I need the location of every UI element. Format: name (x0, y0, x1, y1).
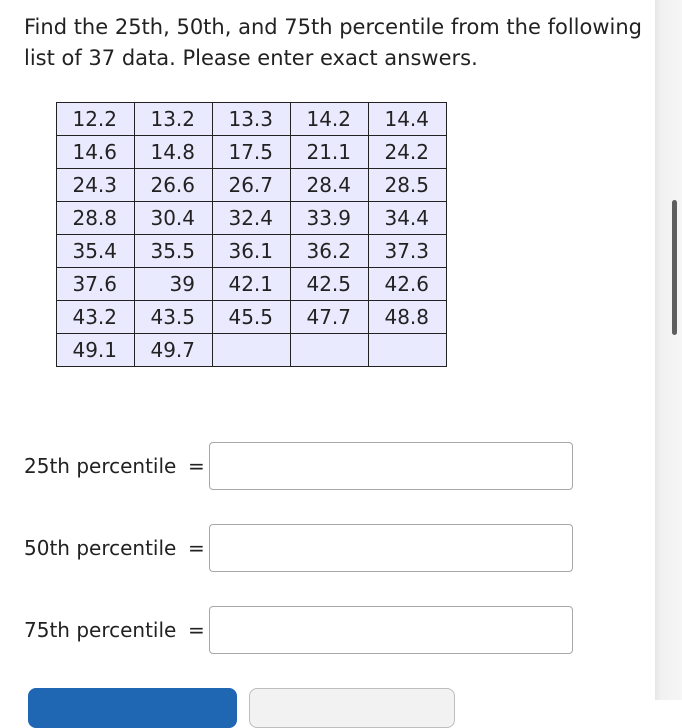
table-cell: 37.6 (57, 268, 135, 301)
secondary-button[interactable] (249, 688, 455, 728)
table-cell: 26.7 (213, 169, 291, 202)
equals-sign: = (188, 618, 205, 642)
table-cell: 28.4 (291, 169, 369, 202)
submit-button[interactable] (28, 688, 237, 728)
table-row (57, 103, 447, 136)
table-cell: 45.5 (213, 301, 291, 334)
table-cell: 28.5 (369, 169, 447, 202)
table-cell: 32.4 (213, 202, 291, 235)
table-cell: 43.2 (57, 301, 135, 334)
table-cell: 28.8 (57, 202, 135, 235)
table-cell: 34.4 (369, 202, 447, 235)
table-cell: 13.2 (135, 103, 213, 136)
table-cell (369, 334, 447, 367)
table-row (57, 202, 447, 235)
table-row (57, 301, 447, 334)
question-text: Find the 25th, 50th, and 75th percentile from the following list of 37 data. Please enter exact answers. (24, 15, 642, 70)
percentile-75-label: 75th percentile (24, 618, 177, 642)
scrollbar-thumb[interactable] (672, 200, 677, 335)
equals-sign: = (188, 454, 205, 478)
table-cell: 24.2 (369, 136, 447, 169)
table-cell: 13.3 (213, 103, 291, 136)
table-cell: 36.2 (291, 235, 369, 268)
table-cell: 14.4 (369, 103, 447, 136)
table-cell: 21.1 (291, 136, 369, 169)
table-cell: 37.3 (369, 235, 447, 268)
table-row (57, 136, 447, 169)
table-cell: 42.6 (369, 268, 447, 301)
percentile-50-input[interactable] (209, 524, 573, 572)
scrollbar-track[interactable] (655, 0, 682, 700)
table-cell: 12.2 (57, 103, 135, 136)
percentile-75-input[interactable] (209, 606, 573, 654)
percentile-25-input[interactable] (209, 442, 573, 490)
table-cell: 49.1 (57, 334, 135, 367)
table-cell: 39 (135, 268, 213, 301)
table-cell: 48.8 (369, 301, 447, 334)
table-cell: 14.6 (57, 136, 135, 169)
answer-row-75th (24, 606, 584, 656)
answer-row-25th (24, 442, 584, 492)
table-cell: 36.1 (213, 235, 291, 268)
table-cell: 42.1 (213, 268, 291, 301)
table-row (57, 235, 447, 268)
table-cell: 17.5 (213, 136, 291, 169)
table-cell: 33.9 (291, 202, 369, 235)
equals-sign: = (188, 536, 205, 560)
table-cell: 49.7 (135, 334, 213, 367)
table-cell: 47.7 (291, 301, 369, 334)
table-cell (291, 334, 369, 367)
table-row (57, 268, 447, 301)
table-cell: 26.6 (135, 169, 213, 202)
table-cell: 14.8 (135, 136, 213, 169)
table-cell: 30.4 (135, 202, 213, 235)
answer-row-50th (24, 524, 584, 574)
table-cell: 35.4 (57, 235, 135, 268)
percentile-50-label: 50th percentile (24, 536, 177, 560)
percentile-25-label: 25th percentile (24, 454, 177, 478)
table-cell: 24.3 (57, 169, 135, 202)
table-cell: 14.2 (291, 103, 369, 136)
table-row (57, 169, 447, 202)
table-cell: 35.5 (135, 235, 213, 268)
table-cell: 42.5 (291, 268, 369, 301)
table-row (57, 334, 447, 367)
table-cell: 43.5 (135, 301, 213, 334)
table-cell (213, 334, 291, 367)
data-table (56, 102, 447, 367)
